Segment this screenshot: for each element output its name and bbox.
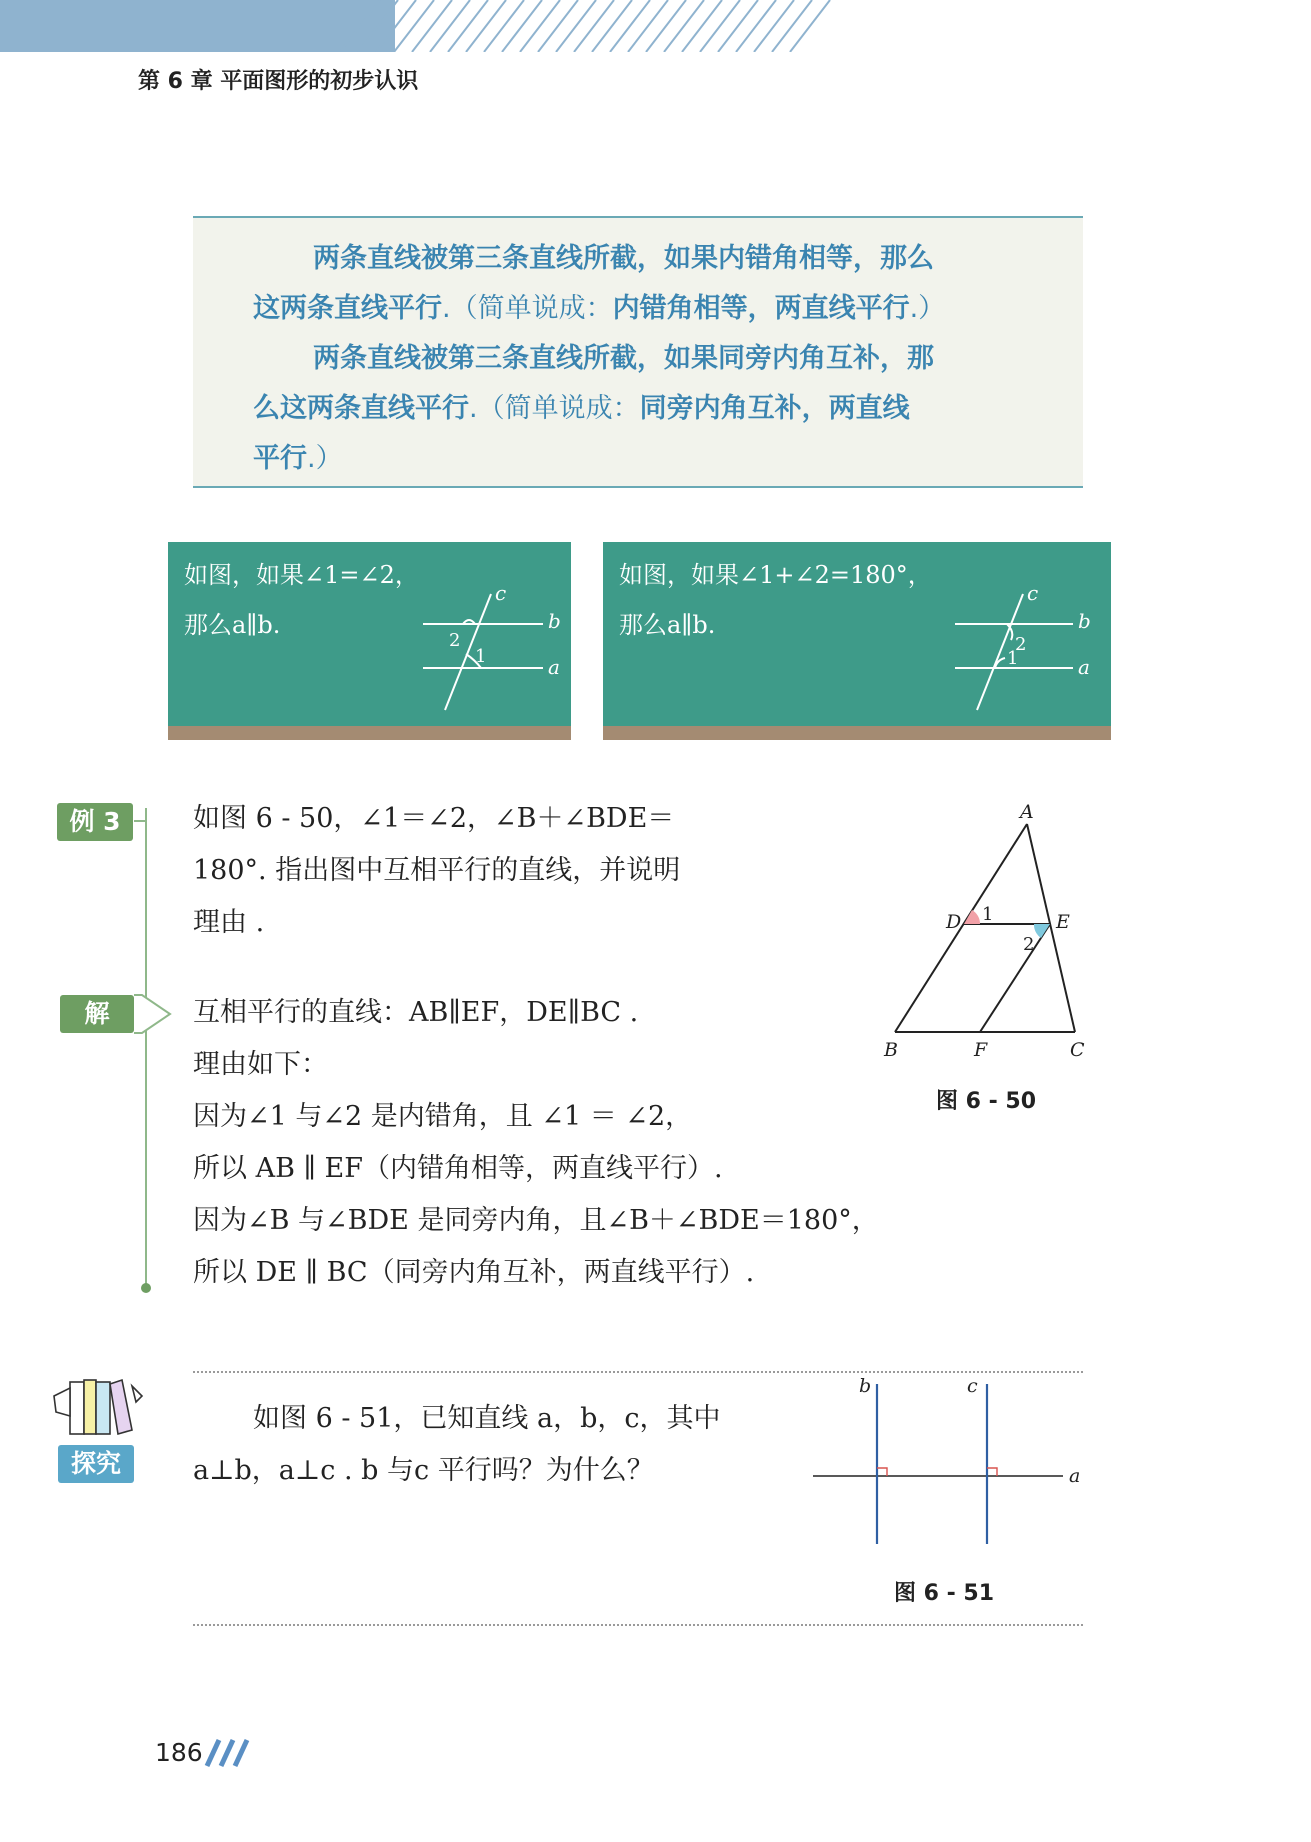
label-angle-2: 2 [1023,934,1035,955]
explore-line-2: a⊥b，a⊥c . b 与c 平行吗？为什么？ [193,1455,654,1486]
alternate-angles-diagram [423,584,563,714]
blackboard-alternate-angles [168,542,571,740]
solution-tag: 解 [60,995,134,1033]
label-a: a [548,655,560,679]
solution-tag-arrow [134,993,176,1035]
label-angle-1: 1 [982,904,994,925]
label-angle-1: 1 [1007,648,1019,669]
explore-line-1: 如图 6 - 51，已知直线 a，b，c，其中 [253,1403,721,1434]
label-a: a [1078,655,1090,679]
header-band [0,0,395,52]
example-tag: 例 3 [57,803,133,841]
label-angle-2: 2 [1015,634,1027,655]
angle-2-mark [1034,924,1050,938]
solution-line-3: 因为∠1 与∠2 是内错角，且 ∠1 ＝ ∠2， [193,1101,693,1132]
page-number: 186 [155,1738,203,1767]
figure-6-51-caption: 图 6 - 51 [894,1581,995,1606]
theorem-text: .（简单说成： [469,393,640,424]
label-E: E [1056,911,1070,933]
solution-line-2: 理由如下： [193,1049,328,1080]
co-interior-angles-diagram [955,584,1105,714]
label-angle-2: 2 [449,630,461,651]
books-icon [52,1372,144,1442]
header-hatch-decoration [340,0,850,52]
theorem-para-2 [253,334,1043,484]
label-angle-1: 1 [475,646,487,667]
label-B: B [884,1039,898,1061]
explore-tag: 探究 [58,1445,134,1483]
theorem-para-1 [253,234,1043,334]
label-c: c [495,584,507,605]
label-C: C [1070,1039,1085,1061]
chapter-title: 第 6 章 平面图形的初步认识 [138,69,419,94]
board-ledge [603,726,1111,740]
board-text-line2: 那么a∥b. [619,611,716,639]
label-D: D [946,911,962,933]
divider-bottom [193,1624,1083,1626]
theorem-text: 么这两条直线平行 [253,393,469,424]
solution-line-1: 互相平行的直线：AB∥EF，DE∥BC . [193,997,639,1028]
label-b: b [1078,609,1091,633]
theorem-text: 平行 [253,443,307,474]
label-F: F [974,1039,988,1061]
board-text-line2: 那么a∥b. [184,611,281,639]
example-line-2: 180°. 指出图中互相平行的直线，并说明 [193,855,681,886]
example-rule [130,808,160,1298]
label-a: a [1069,1465,1081,1487]
label-c: c [1027,584,1039,605]
theorem-text: .） [307,443,343,474]
label-b: b [548,609,561,633]
label-A: A [1020,801,1034,823]
label-c: c [967,1375,978,1397]
board-text-line1: 如图，如果∠1+∠2=180°， [619,561,932,589]
example-line-1: 如图 6 - 50，∠1＝∠2，∠B＋∠BDE＝ [193,803,675,834]
theorem-text: 同旁内角互补，两直线 [639,393,910,424]
page-number-slashes [203,1738,255,1768]
label-b: b [859,1375,872,1397]
theorem-text: 内错角相等，两直线平行 [612,293,910,324]
theorem-text: 这两条直线平行 [253,293,442,324]
figure-6-50-trapezoid [870,800,1090,1070]
board-ledge [168,726,571,740]
theorem-text: 两条直线被第三条直线所截，如果内错角相等，那么 [313,243,934,274]
figure-6-50-caption: 图 6 - 50 [936,1089,1037,1114]
solution-line-5: 因为∠B 与∠BDE 是同旁内角，且∠B＋∠BDE＝180°， [193,1205,879,1236]
figure-6-51-perpendiculars [805,1372,1085,1552]
example-line-3: 理由 . [193,907,265,938]
theorem-text: .（简单说成： [442,293,613,324]
board-text-line1: 如图，如果∠1=∠2， [184,561,419,589]
theorem-text: 两条直线被第三条直线所截，如果同旁内角互补，那 [313,343,934,374]
angle-1-mark [964,910,980,924]
blackboard-co-interior-angles [603,542,1111,740]
theorem-box [193,216,1083,488]
solution-line-4: 所以 AB ∥ EF（内错角相等，两直线平行）. [193,1153,723,1184]
theorem-text: .） [909,293,946,324]
solution-line-6: 所以 DE ∥ BC（同旁内角互补，两直线平行）. [193,1257,755,1288]
